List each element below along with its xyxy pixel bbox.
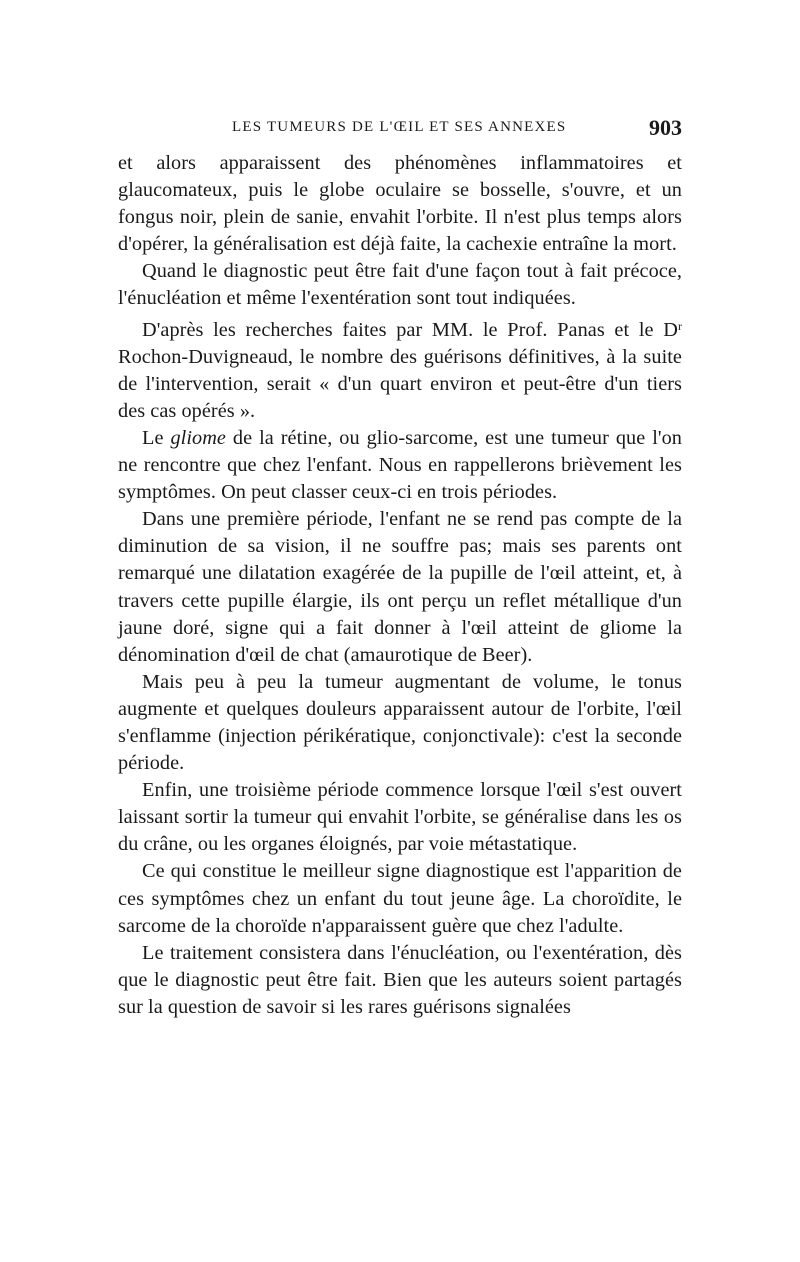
running-title: LES TUMEURS DE L'ŒIL ET SES ANNEXES bbox=[232, 119, 567, 135]
paragraph bbox=[118, 313, 682, 425]
paragraph: Le traitement consistera dans l'énucléation, ou l'exentération, dès que le diagnostic peut être fait. Bien que les auteurs soient partagés sur la question de savoir si les rares guérisons signalées bbox=[118, 941, 682, 1018]
paragraph-text: Le bbox=[142, 426, 171, 449]
italic-term: gliome bbox=[170, 426, 226, 449]
superscript: r bbox=[677, 318, 682, 333]
paragraph bbox=[118, 425, 682, 506]
paragraph-text: D'après les recherches faites par MM. le Prof. Panas et le D bbox=[142, 318, 678, 341]
paragraph-text: de la rétine, ou glio-sarcome, est une tumeur que l'on ne rencontre que chez l'enfant. Nous en rappellerons brièvement les symptômes. On peut classer ceux-ci en trois périodes. bbox=[118, 426, 682, 504]
paragraph: Enfin, une troisième période commence lorsque l'œil s'est ouvert laissant sortir la tumeur qui envahit l'orbite, se généralise dans les os du crâne, ou les organes éloignés, par voie métastatique. bbox=[118, 779, 682, 856]
page-header bbox=[232, 115, 682, 145]
page-number: 903 bbox=[649, 115, 682, 140]
paragraph-text: Rochon-Duvigneaud, le nombre des guérisons définitives, à la suite de l'intervention, serait « d'un quart environ et peut-être d'un tiers des cas opérés ». bbox=[118, 345, 682, 422]
paragraph: Mais peu à peu la tumeur augmentant de volume, le tonus augmente et quelques douleurs apparaissent autour de l'orbite, l'œil s'enflamme (injection périkératique, conjonctivale): c'est la seconde période. bbox=[118, 670, 682, 775]
paragraph: et alors apparaissent des phénomènes inflammatoires et glaucomateux, puis le globe oculaire se bosselle, s'ouvre, et un fongus noir, plein de sanie, envahit l'orbite. Il n'est plus temps alors d'opérer, la généralisation est déjà faite, la cachexie entraîne la mort. bbox=[118, 152, 682, 256]
paragraph: Dans une première période, l'enfant ne se rend pas compte de la diminution de sa vision, il ne souffre pas; mais ses parents ont remarqué une dilatation exagérée de la pupille de l'œil atteint, et, à travers cette pupille élargie, ils ont perçu un reflet métallique d'un jaune doré, signe qui a fait donner à l'œil atteint de gliome la dénomination d'œil de chat (amaurotique de Beer). bbox=[118, 508, 682, 666]
body-text bbox=[118, 150, 682, 1021]
paragraph: Quand le diagnostic peut être fait d'une façon tout à fait précoce, l'énucléation et même l'exentération sont tout indiquées. bbox=[118, 260, 682, 310]
paragraph: Ce qui constitue le meilleur signe diagnostique est l'apparition de ces symptômes chez un enfant du tout jeune âge. La choroïdite, le sarcome de la choroïde n'apparaissent guère que chez l'adulte. bbox=[118, 860, 682, 937]
